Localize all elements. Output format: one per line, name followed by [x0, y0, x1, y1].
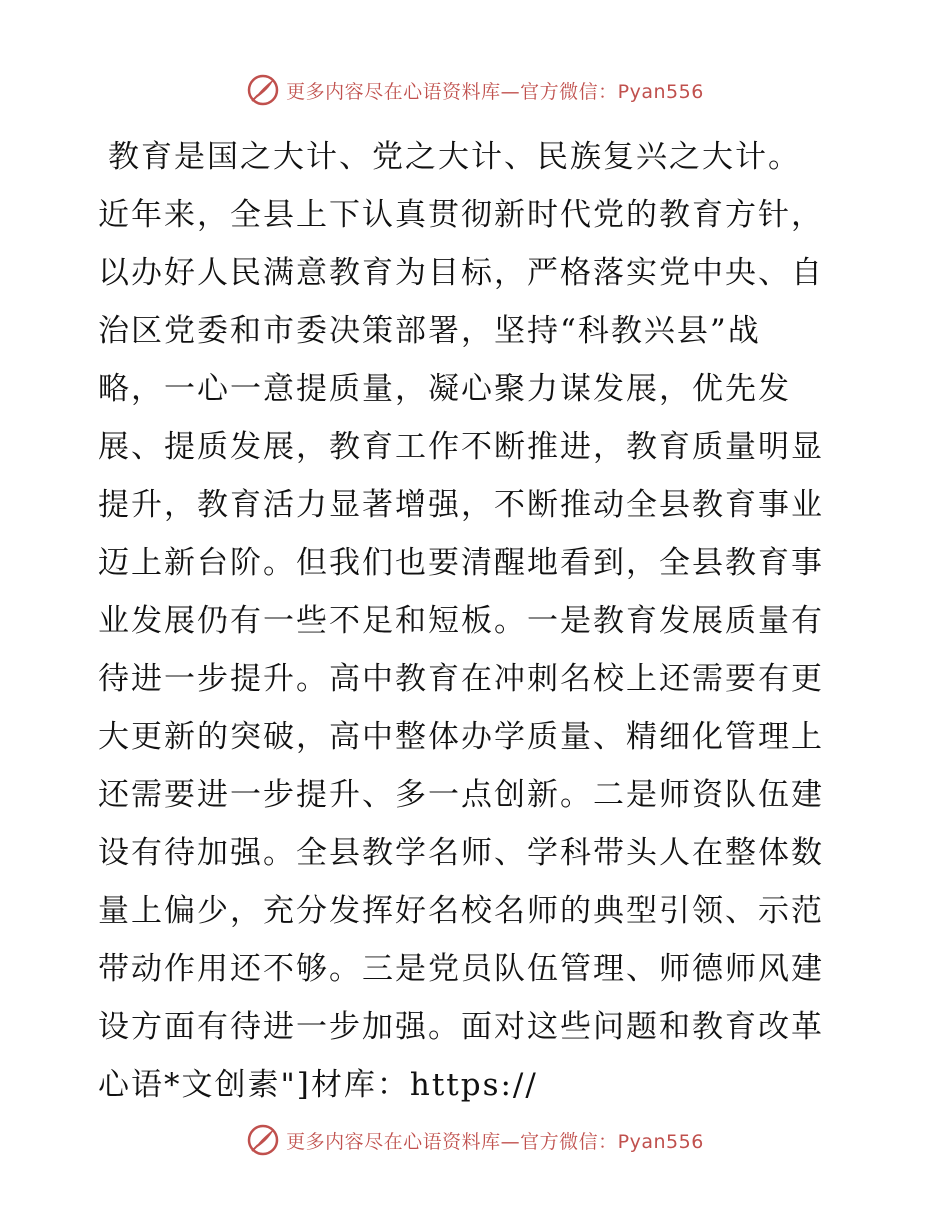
feather-pen-logo-icon — [246, 73, 280, 107]
text-line: 展、提质发展，教育工作不断推进，教育质量明显 — [98, 429, 824, 465]
text-line: 近年来，全县上下认真贯彻新时代党的教育方针， — [98, 197, 824, 233]
text-line: 带动作用还不够。三是党员队伍管理、师德师风建 — [98, 951, 824, 987]
text-line: 大更新的突破，高中整体办学质量、精细化管理上 — [98, 719, 824, 755]
text-line: 还需要进一步提升、多一点创新。二是师资队伍建 — [98, 777, 824, 813]
text-line: 以办好人民满意教育为目标，严格落实党中央、自 — [98, 255, 824, 291]
text-line: 业发展仍有一些不足和短板。一是教育发展质量有 — [98, 603, 824, 639]
text-line: 心语*文创素"]材库：https:// — [98, 1067, 538, 1103]
text-line: 提升，教育活力显著增强，不断推动全县教育事业 — [98, 487, 824, 523]
document-body — [98, 128, 858, 1114]
text-line: 待进一步提升。高中教育在冲刺名校上还需要有更 — [98, 661, 824, 697]
text-line: 教育是国之大计、党之大计、民族复兴之大计。 — [108, 139, 801, 175]
banner-text: 更多内容尽在心语资料库—官方微信：Pyan556 — [286, 1130, 704, 1153]
text-line: 迈上新台阶。但我们也要清醒地看到，全县教育事 — [98, 545, 824, 581]
footer-banner — [0, 1120, 950, 1160]
text-line: 略，一心一意提质量，凝心聚力谋发展，优先发 — [98, 371, 791, 407]
text-line: 设方面有待进一步加强。面对这些问题和教育改革 — [98, 1009, 824, 1045]
text-line: 量上偏少，充分发挥好名校名师的典型引领、示范 — [98, 893, 824, 929]
banner-text: 更多内容尽在心语资料库—官方微信：Pyan556 — [286, 80, 704, 103]
text-line: 治区党委和市委决策部署，坚持“科教兴县”战 — [98, 313, 761, 349]
feather-pen-logo-icon — [246, 1123, 280, 1157]
text-line: 设有待加强。全县教学名师、学科带头人在整体数 — [98, 835, 824, 871]
header-banner — [0, 70, 950, 110]
